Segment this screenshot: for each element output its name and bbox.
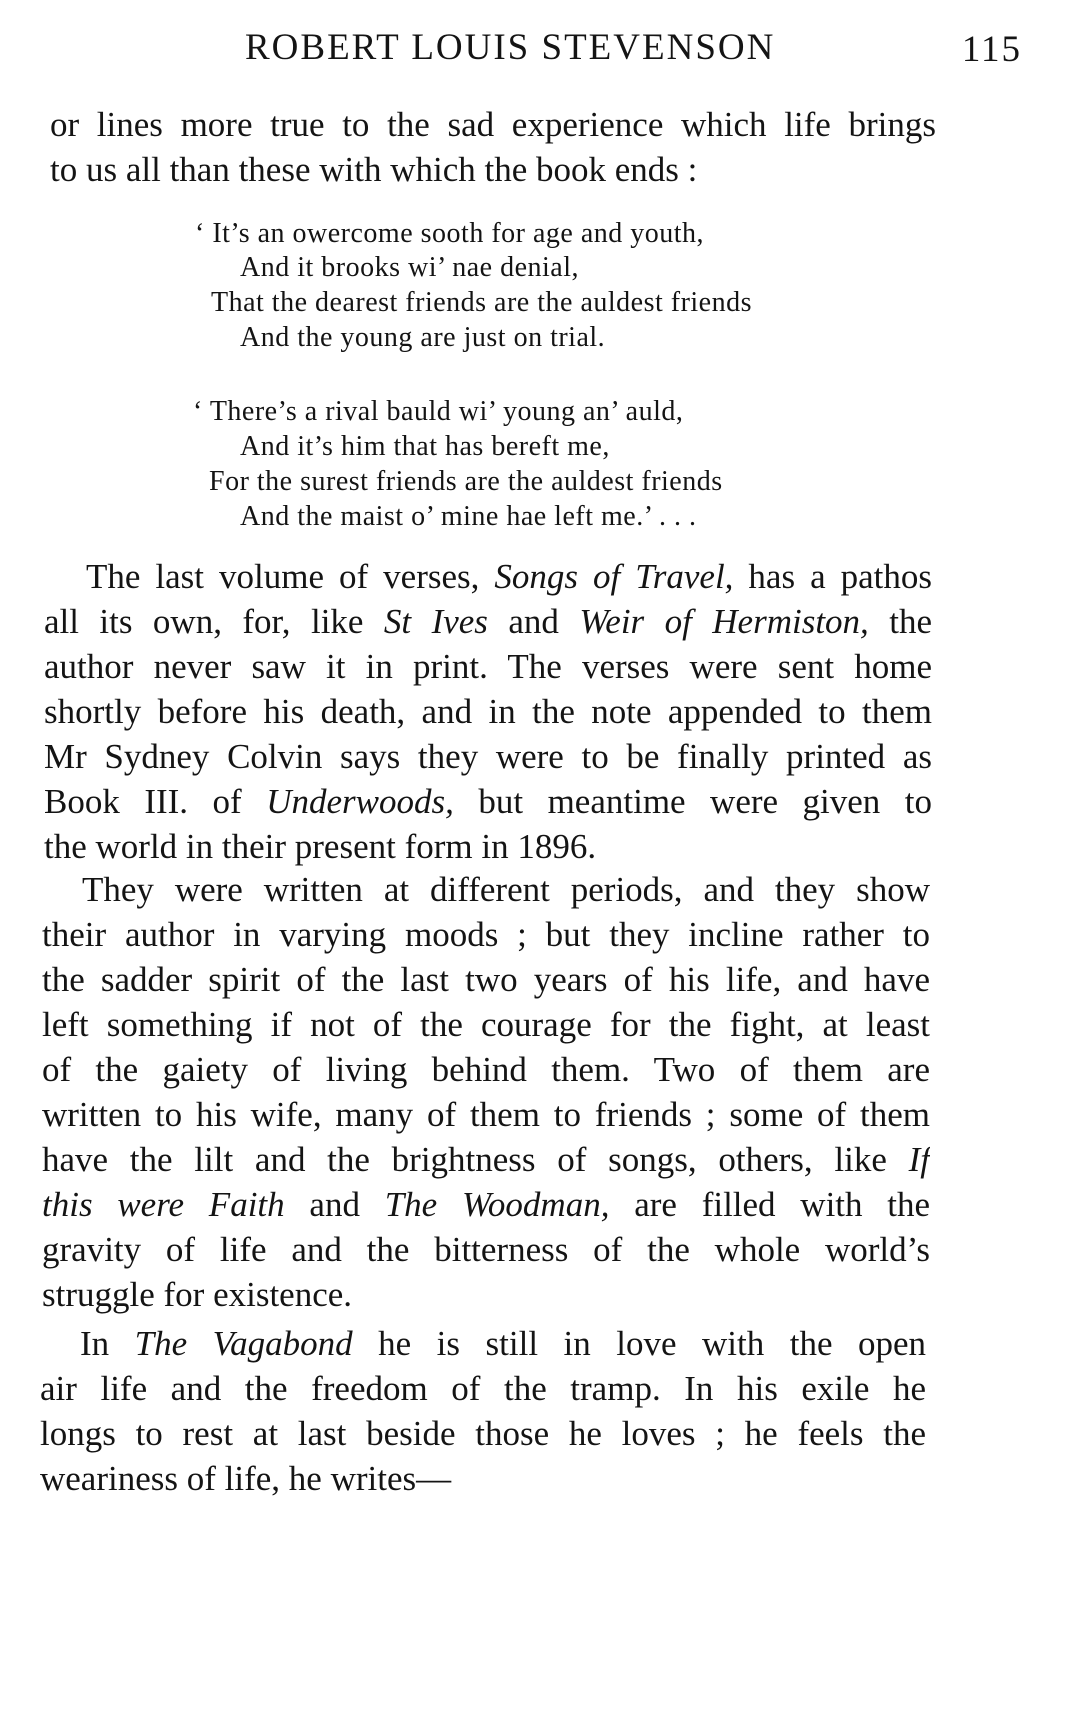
para1-line-5: Mr Sydney Colvin says they were to be finally printed as (44, 737, 932, 776)
running-title: ROBERT LOUIS STEVENSON (245, 27, 776, 68)
poem-title-if-this-were-faith: If (908, 1140, 930, 1179)
para2-line-4: left something if not of the courage for the fight, at least (42, 1005, 930, 1044)
para1-line-2: all its own, for, like St Ives and Weir of Hermiston, the (44, 602, 932, 641)
book-title-underwoods: Underwoods, (266, 782, 454, 821)
poem-line: And it’s him that has bereft me, (240, 431, 610, 462)
poem-line: That the dearest friends are the auldest friends (211, 287, 753, 318)
poem-line: ‘ It’s an owercome sooth for age and youth, (195, 218, 705, 249)
para3-line-1: In The Vagabond he is still in love with the open (80, 1324, 926, 1363)
poem-line: And the young are just on trial. (240, 322, 606, 353)
para2-line-8: this were Faith and The Woodman, are filled with the (42, 1185, 930, 1224)
poem-line: And it brooks wi’ nae denial, (240, 252, 580, 283)
para2-line-2: their author in varying moods ; but they incline rather to (42, 915, 930, 954)
poem-line: And the maist o’ mine hae left me.’ . . . (240, 501, 697, 532)
poem-title-if-this-were-faith-cont: this were Faith (42, 1185, 285, 1224)
page-number: 115 (961, 29, 1022, 70)
para1-line-7: the world in their present form in 1896. (44, 827, 597, 866)
para1-line-3: author never saw it in print. The verses were sent home (44, 647, 932, 686)
book-title-st-ives: St Ives (383, 602, 488, 641)
para2-line-10: struggle for existence. (42, 1275, 353, 1314)
para1-line-1: The last volume of verses, Songs of Travel, has a pathos (86, 557, 932, 596)
page-header (0, 26, 1068, 76)
poem-title-the-vagabond: The Vagabond (134, 1324, 353, 1363)
book-title-songs-of-travel: Songs of Travel, (494, 557, 734, 596)
para2-line-3: the sadder spirit of the last two years of his life, and have (42, 960, 930, 999)
para2-line-7: have the lilt and the brightness of songs, others, like If (42, 1140, 930, 1179)
para3-line-3: longs to rest at last beside those he loves ; he feels the (40, 1414, 926, 1453)
para3-line-4: weariness of life, he writes— (40, 1459, 452, 1498)
para1-line-4: shortly before his death, and in the note appended to them (44, 692, 932, 731)
para2-line-9: gravity of life and the bitterness of the whole world’s (42, 1230, 930, 1269)
para2-line-1: They were written at different periods, and they show (82, 870, 930, 909)
poem-title-the-woodman: The Woodman, (384, 1185, 610, 1224)
para2-line-5: of the gaiety of living behind them. Two of them are (42, 1050, 930, 1089)
para3-line-2: air life and the freedom of the tramp. In his exile he (40, 1369, 926, 1408)
para2-line-6: written to his wife, many of them to friends ; some of them (42, 1095, 930, 1134)
poem-line: ‘ There’s a rival bauld wi’ young an’ auld, (193, 396, 684, 427)
para1-line-6: Book III. of Underwoods, but meantime were given to (44, 782, 932, 821)
intro-line-2: to us all than these with which the book ends : (50, 150, 698, 189)
poem-line: For the surest friends are the auldest friends (209, 466, 723, 497)
book-title-weir-of-hermiston: Weir of Hermiston, (579, 602, 869, 641)
intro-line-1: or lines more true to the sad experience which life brings (50, 105, 936, 144)
